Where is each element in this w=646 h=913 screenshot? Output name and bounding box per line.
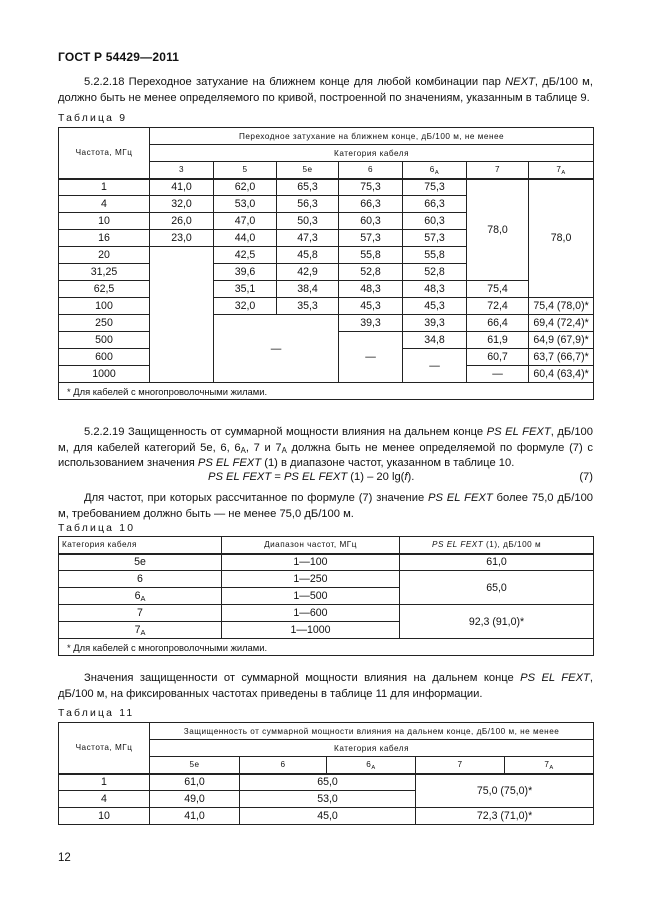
t9-dash: — [339,332,403,383]
table-row: 600 — 60,7 63,7 (66,7)* [59,349,594,366]
paragraph-values: Значения защищенности от суммарной мощности влияния на дальнем конце PS EL FEXT, дБ/100 м, на фиксированных частотах приведены в таблице 11 для информации. [58,672,593,700]
table10 [58,536,594,656]
document-header: ГОСТ Р 54429—2011 [58,50,180,64]
table11 [58,722,594,825]
t9-dash: — [403,349,467,383]
table-row: 1 61,0 65,0 75,0 (75,0)* [59,774,594,791]
t11-cat: $7_A$ [505,757,594,774]
table-row: $6_A$ 1—500 [59,588,594,605]
paragraph-5-2-2-18: 5.2.2.18 Переходное затухание на ближнем конце для любой комбинации пар NEXT, дБ/100 м, должно быть не менее определяемого по кривой, построенной по значениям, указанным в таблице 9. [58,76,593,104]
t9-head-freq: Частота, МГц [59,128,150,179]
paragraph-5-2-2-19: 5.2.2.19 Защищенность от суммарной мощности влияния на дальнем конце PS EL FEXT, дБ/100 м, для кабелей категорий 5е, 6, $6_A$, 7 и $7_A$ должна быть не менее определяемой по формуле (7) с использованием значения PS EL FEXT (1) в диапазоне частот, указанном в таблице 10. [58,426,593,470]
t10-note: * Для кабелей с многопроволочными жилами. [59,639,594,656]
table-row: 5е 1—100 61,0 [59,554,594,571]
formula-expression: PS EL FEXT = PS EL FEXT (1) – 20 lg(f). [208,471,415,483]
t9-cat7-merged: 78,0 [467,179,529,281]
t11-cat: 7 [416,757,505,774]
table-row: 20 42,5 45,8 55,8 55,8 [59,247,594,264]
table-row: 100 32,0 35,3 45,3 45,3 72,4 75,4 (78,0)* [59,298,594,315]
formula-7 [58,471,593,487]
t9-cat7a-merged: 78,0 [529,179,594,298]
t9-cat: 6 [339,162,403,179]
t9-dash: — [467,366,529,383]
table11-caption: Таблица 11 [58,708,135,719]
table-row: 500 — 34,8 61,9 64,9 (67,9)* [59,332,594,349]
table-row: 16 23,0 44,0 47,3 57,3 57,3 [59,230,594,247]
formula-number: (7) [579,471,593,483]
table-row: 1000 — 60,4 (63,4)* [59,366,594,383]
page-number: 12 [58,852,71,864]
t10-head-range: Диапазон частот, МГц [222,537,400,554]
table-row: 6 1—250 65,0 [59,571,594,588]
t9-head-main: Переходное затухание на ближнем конце, дБ/100 м, не менее [150,128,594,145]
paragraph-frequencies: Для частот, при которых рассчитанное по формуле (7) значение PS EL FEXT более 75,0 дБ/100 м, требованием должно быть — не менее 75,0 дБ/100 м. [58,492,594,520]
table-row: 31,25 39,6 42,9 52,8 52,8 [59,264,594,281]
table-row: $7_A$ 1—1000 [59,622,594,639]
t10-head-value: PS EL FEXT (1), дБ/100 м [400,537,594,554]
t11-head-main: Защищенность от суммарной мощности влияния на дальнем конце, дБ/100 м, не менее [150,723,594,740]
t9-cat3-empty [150,247,214,383]
table-row: 4 32,0 53,0 56,3 66,3 66,3 [59,196,594,213]
t9-cat: 5 [214,162,277,179]
t9-note: * Для кабелей с многопроволочными жилами. [59,383,594,400]
t9-cat: 3 [150,162,214,179]
table10-caption: Таблица 10 [58,523,136,534]
t11-cat: 6 [240,757,327,774]
t9-head-cat: Категория кабеля [150,145,594,162]
t11-cat: 5е [150,757,240,774]
t9-cat: 7 [467,162,529,179]
t10-head-cat: Категория кабеля [59,537,222,554]
table-row: 250 — 39,3 39,3 66,4 69,4 (72,4)* [59,315,594,332]
table-row: 1 41,0 62,0 65,3 75,3 75,3 78,0 78,0 [59,179,594,196]
table9 [58,127,594,400]
table-row: 4 49,0 53,0 [59,791,594,808]
t11-head-freq: Частота, МГц [59,723,150,774]
t11-cat: $6_A$ [327,757,416,774]
t9-cat: $6_A$ [403,162,467,179]
t9-cat: $7_A$ [529,162,594,179]
table9-caption: Таблица 9 [58,113,128,124]
t11-head-cat: Категория кабеля [150,740,594,757]
t9-dash: — [214,315,339,383]
t9-cat: 5е [277,162,339,179]
table-row: 10 26,0 47,0 50,3 60,3 60,3 [59,213,594,230]
table-row: 62,5 35,1 38,4 48,3 48,3 75,4 [59,281,594,298]
table-row: 10 41,0 45,0 72,3 (71,0)* [59,808,594,825]
table-row: 7 1—600 92,3 (91,0)* [59,605,594,622]
